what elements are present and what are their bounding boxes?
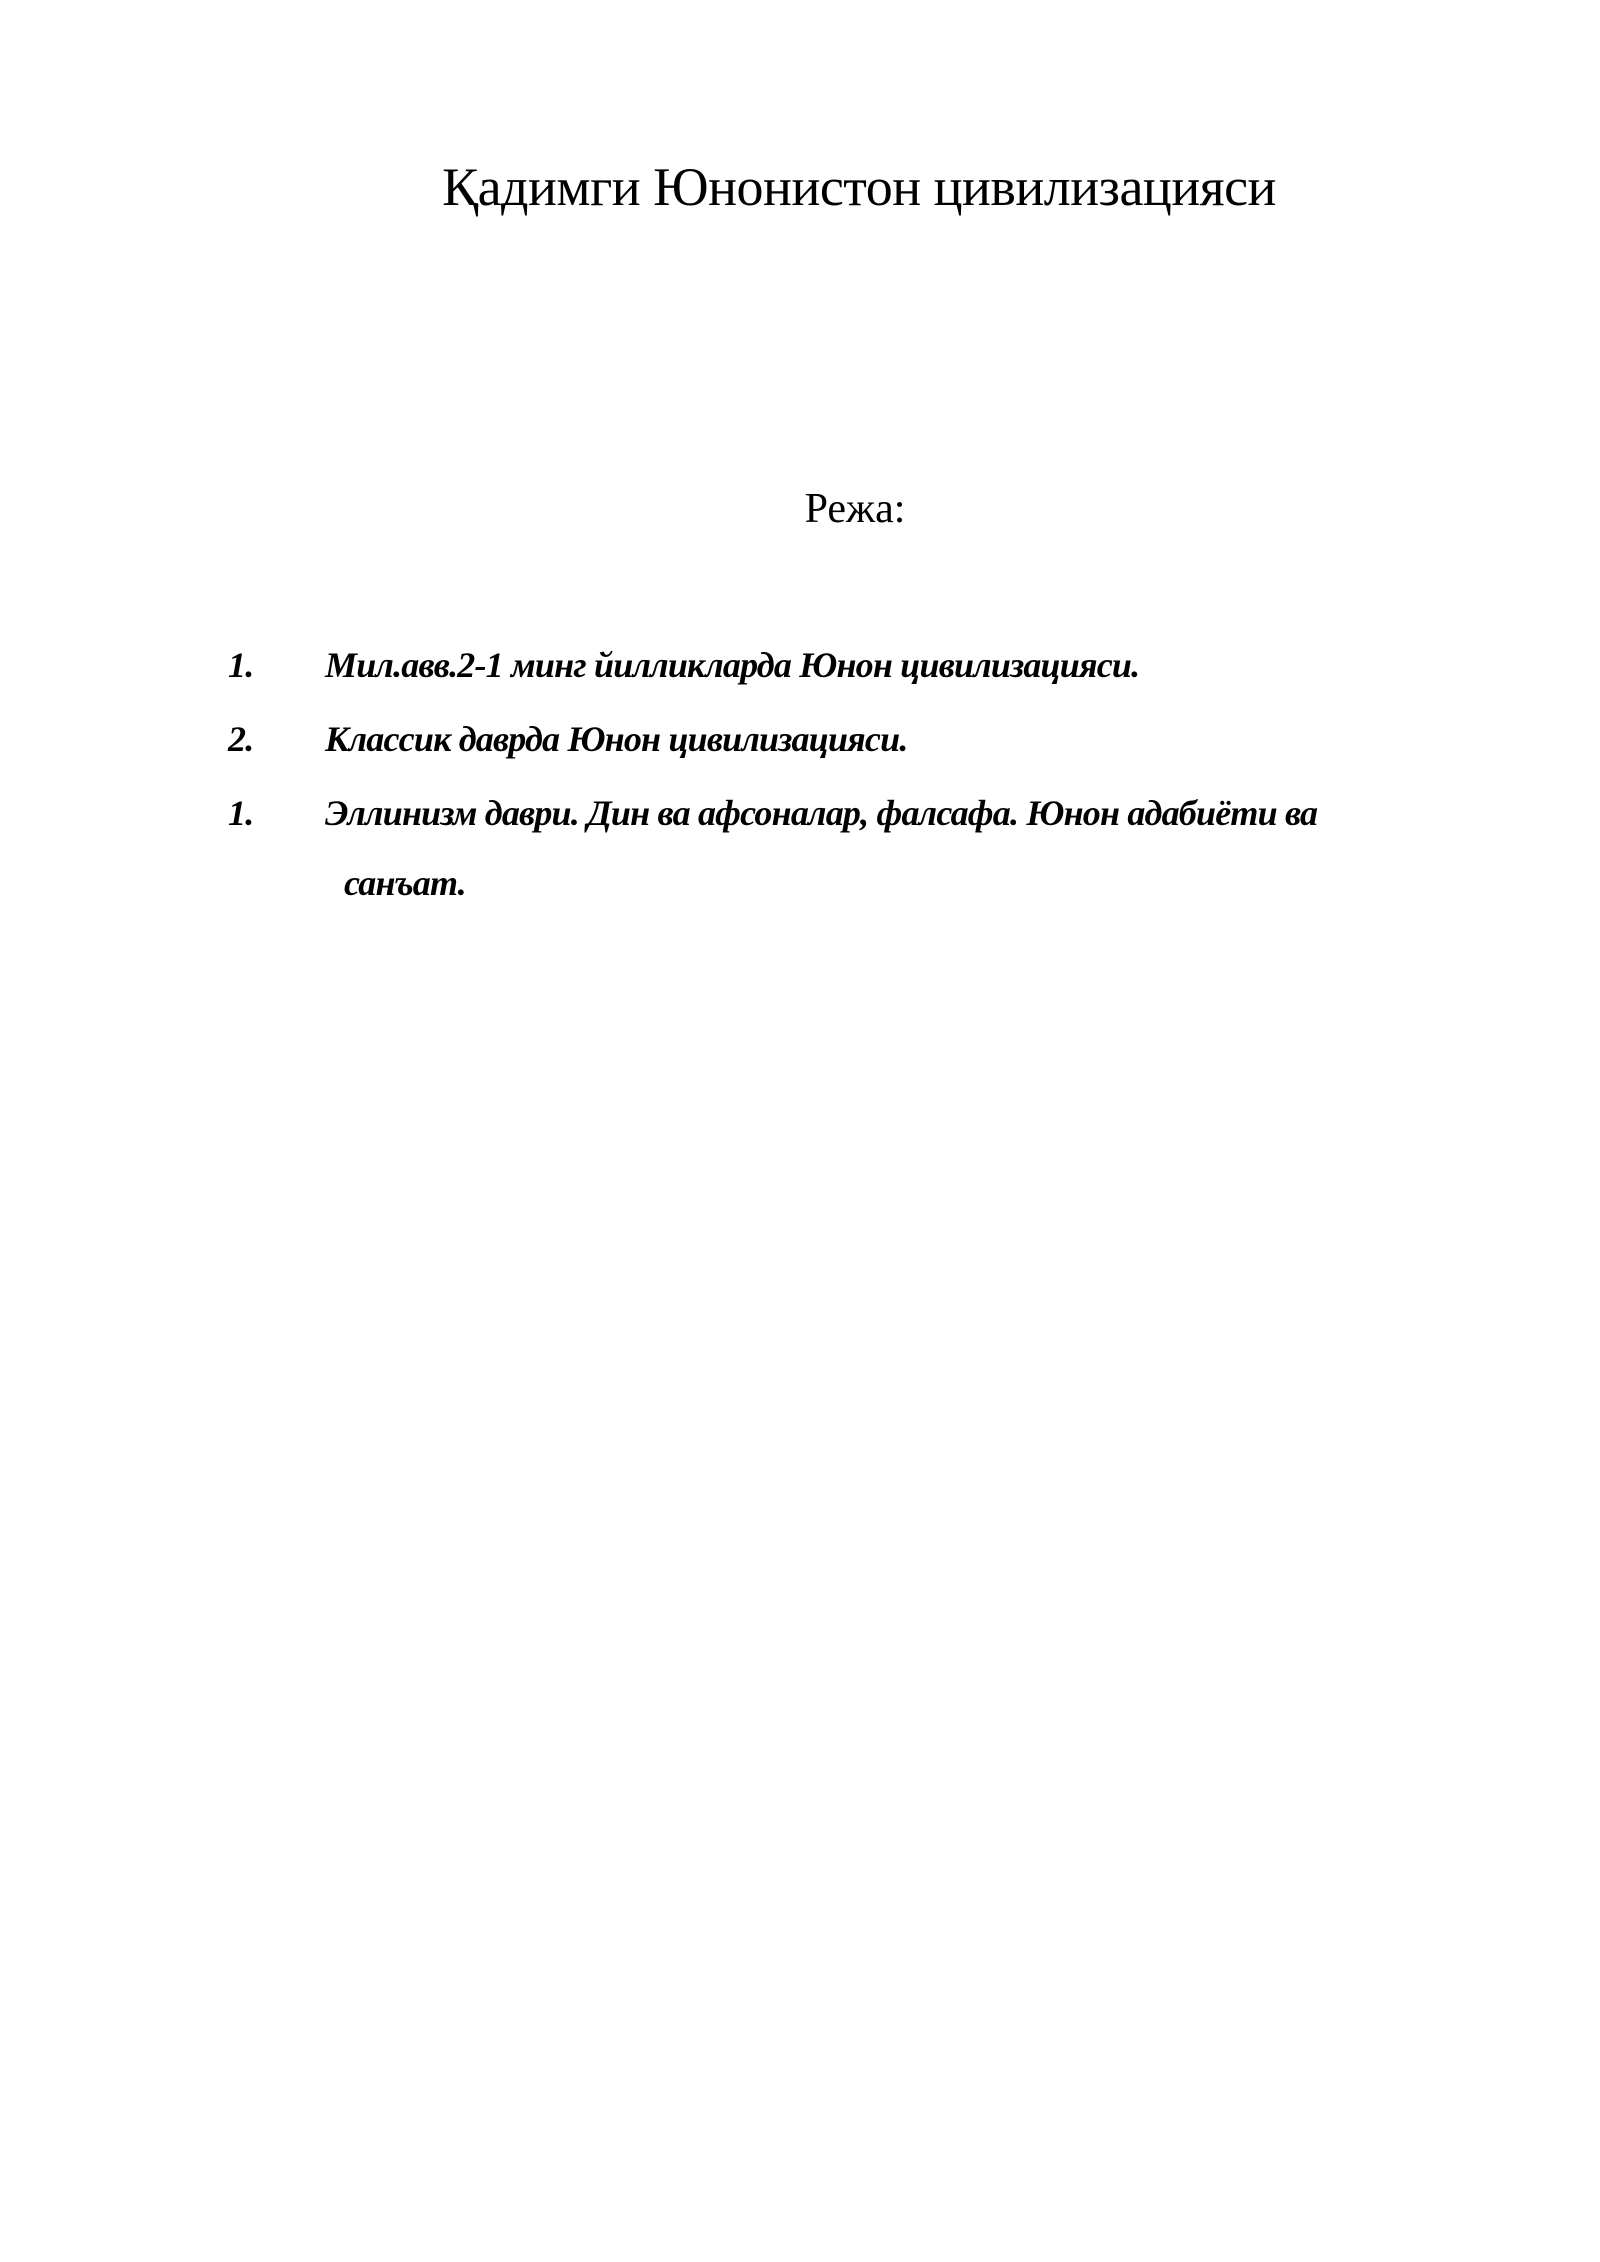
- plan-item: [228, 702, 1528, 776]
- plan-item: [228, 776, 1528, 916]
- plan-item: [228, 628, 1528, 702]
- plan-item-number: 2.: [228, 719, 254, 759]
- plan-heading: Режа:: [804, 486, 906, 532]
- document-title: Қадимги Юнонистон цивилизацияси: [442, 157, 1276, 217]
- plan-item-number: 1.: [228, 645, 254, 685]
- plan-item-text: Классик даврда Юнон цивилизацияси.: [325, 719, 908, 759]
- plan-item-text-continuation: санъат.: [344, 863, 466, 903]
- plan-item-number: 1.: [228, 793, 254, 833]
- plan-item-text: Эллинизм даври. Дин ва афсоналар, фалсафа. Юнон адабиёти ва: [325, 793, 1318, 833]
- plan-item-text: Мил.авв.2-1 минг йилликларда Юнон цивилизацияси.: [325, 645, 1140, 685]
- plan-list: [228, 628, 1528, 916]
